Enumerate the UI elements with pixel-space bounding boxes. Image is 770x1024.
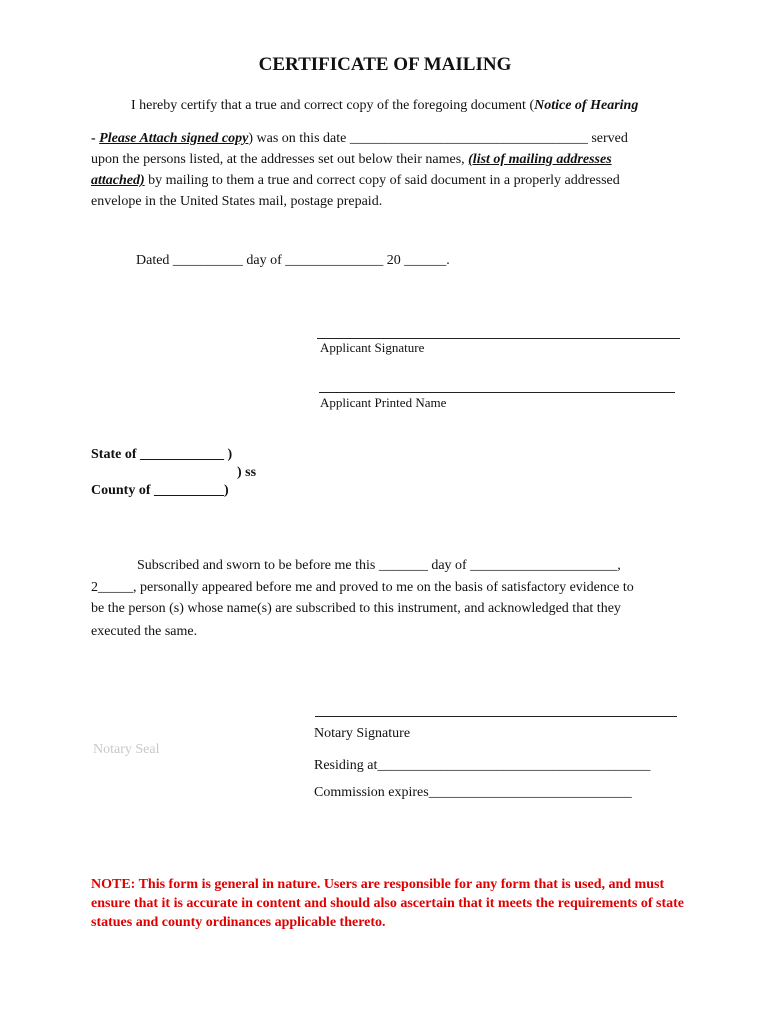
sworn-line-3: be the person (s) whose name(s) are subscribed to this instrument, and acknowledged that they [91, 601, 621, 616]
applicant-signature-label: Applicant Signature [320, 340, 425, 355]
dash: - [91, 131, 100, 146]
certify-line-4 [91, 173, 620, 189]
certify-line-5: envelope in the United States mail, postage prepaid. [91, 194, 383, 209]
dated-line: Dated __________ day of ______________ 20 ______. [136, 253, 450, 268]
sworn-line-2: 2_____, personally appeared before me and proved to me on the basis of satisfactory evidence to [91, 580, 634, 595]
commission-line: Commission expires_____________________________ [314, 785, 632, 800]
applicant-name-label: Applicant Printed Name [320, 395, 447, 410]
certify-text: I hereby certify that a true and correct copy of the foregoing document ( [131, 98, 535, 113]
attach-instruction: Please Attach signed copy [99, 131, 249, 146]
mailing-list-instruction: attached) [91, 173, 145, 188]
ss-line: ) ss [237, 465, 257, 480]
notary-signature-line [315, 716, 677, 717]
disclaimer-note: NOTE: This form is general in nature. Users are responsible for any form that is used, and must ensure that it is accurate in content and should also ascertain that it meets the requirements of state statues and county ordinances applicable thereto. [91, 877, 685, 930]
certify-line-2 [91, 131, 628, 147]
notary-signature-label: Notary Signature [314, 726, 411, 741]
applicant-name-line [319, 392, 675, 393]
residing-line: Residing at_______________________________________ [314, 758, 651, 773]
county-line: County of __________) [91, 483, 229, 498]
document-name: Notice of Hearing [534, 98, 639, 113]
certify-text: ) was on this date __________________________________ served [248, 131, 628, 146]
notary-seal-placeholder: Notary Seal [93, 742, 160, 757]
certify-line-1 [131, 98, 638, 114]
applicant-signature-line [317, 338, 680, 339]
certify-text: by mailing to them a true and correct copy of said document in a properly addressed [144, 173, 620, 188]
certify-line-3 [91, 152, 612, 168]
sworn-line-4: executed the same. [91, 624, 198, 639]
certify-text: upon the persons listed, at the addresses set out below their names, [91, 152, 469, 167]
mailing-list-instruction: (list of mailing addresses [468, 152, 612, 167]
state-line: State of ____________ ) [91, 447, 233, 462]
sworn-line-1: Subscribed and sworn to be before me this _______ day of _____________________, [137, 558, 621, 573]
document-title: CERTIFICATE OF MAILING [258, 54, 512, 75]
